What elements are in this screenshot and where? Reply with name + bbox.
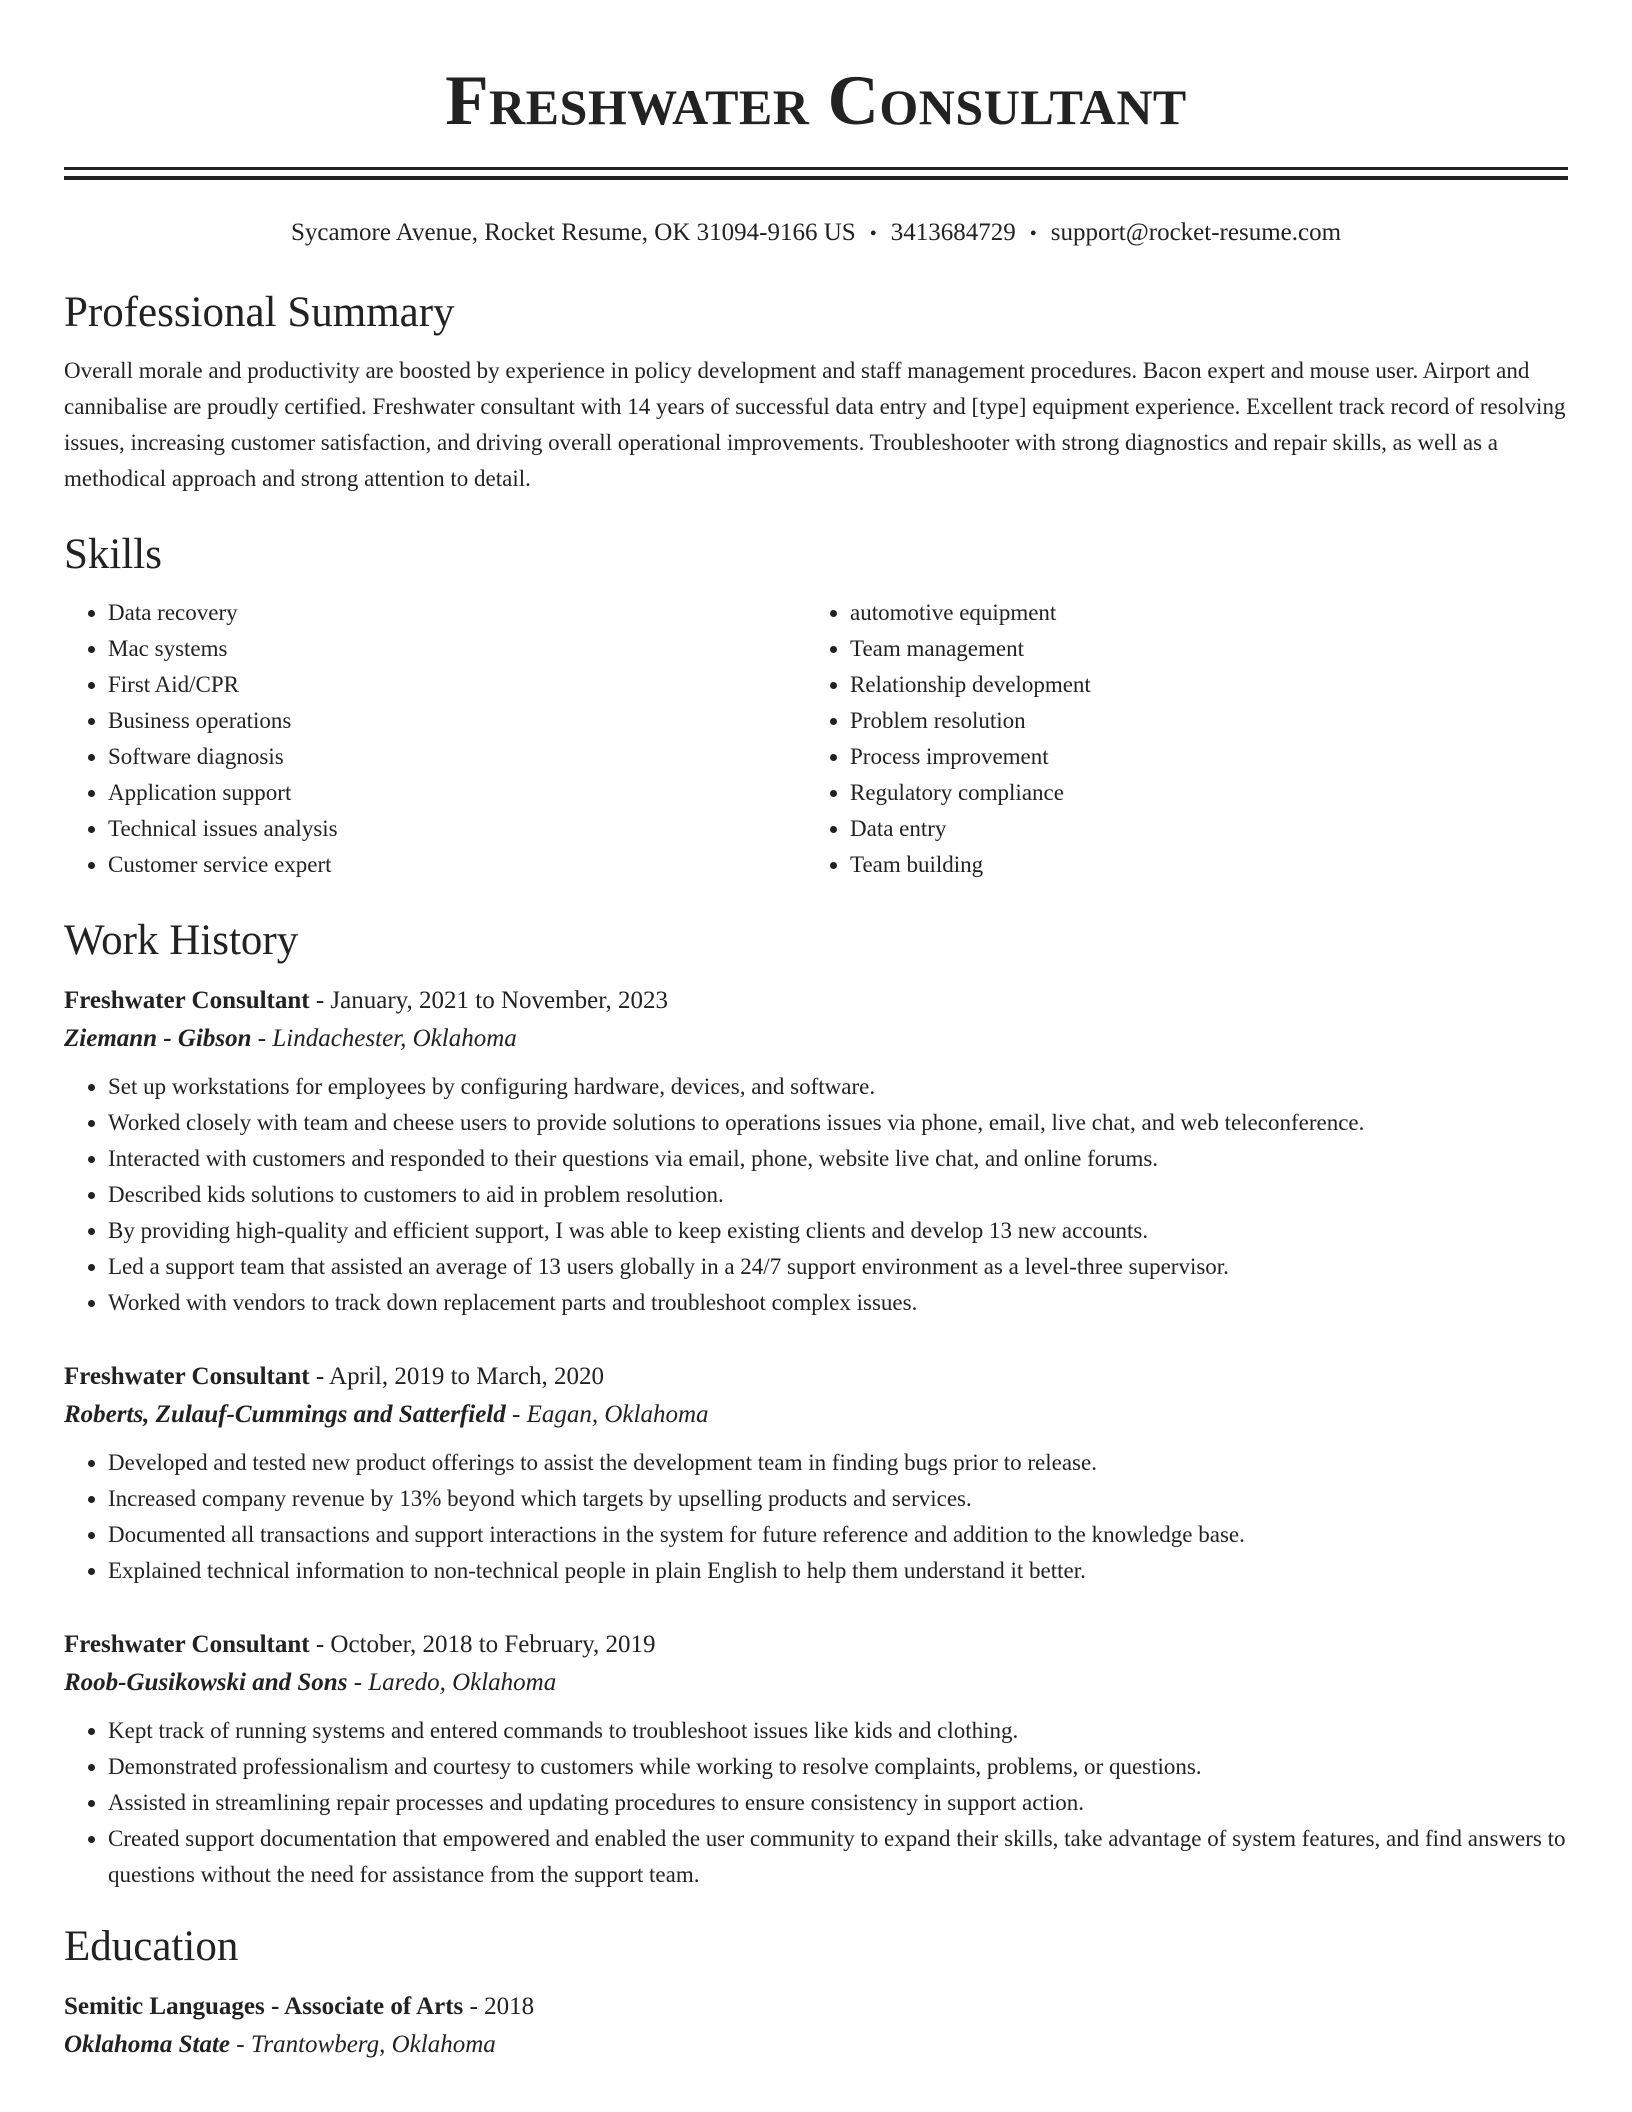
- duty-item: • By providing high-quality and efficient support, I was able to keep existing clients and develop 13 new accounts.: [108, 1213, 1568, 1249]
- skill-item: • Team management: [850, 631, 1548, 667]
- duty-item: • Documented all transactions and support interactions in the system for future reference and addition to the knowledge base.: [108, 1517, 1568, 1553]
- skill-item: • Team building: [850, 847, 1548, 883]
- company-location: - Laredo, Oklahoma: [347, 1669, 557, 1696]
- job-dates: - October, 2018 to February, 2019: [309, 1631, 656, 1658]
- job-entry: [64, 1627, 1568, 1893]
- job-title-line: [64, 983, 1568, 1019]
- job-dates: - January, 2021 to November, 2023: [309, 987, 669, 1014]
- skill-item: • First Aid/CPR: [108, 667, 806, 703]
- section-heading-summary: Professional Summary: [64, 289, 455, 336]
- skills-list: [64, 595, 1568, 883]
- duty-item: • Increased company revenue by 13% beyond which targets by upselling products and services.: [108, 1481, 1568, 1517]
- skill-item: • Problem resolution: [850, 703, 1548, 739]
- resume-page: [64, 0, 1568, 2065]
- company-name: Ziemann - Gibson: [64, 1025, 252, 1052]
- duty-item: • Assisted in streamlining repair processes and updating procedures to ensure consistency in support action.: [108, 1785, 1568, 1821]
- contact-address: Sycamore Avenue, Rocket Resume, OK 31094-9166 US: [290, 219, 856, 246]
- duty-item: • Explained technical information to non-technical people in plain English to help them understand it better.: [108, 1553, 1568, 1589]
- skill-item: • Relationship development: [850, 667, 1548, 703]
- job-title: Freshwater Consultant: [64, 1631, 310, 1658]
- degree-year: - 2018: [463, 1993, 535, 2020]
- skill-item: • automotive equipment: [850, 595, 1548, 631]
- section-heading-work-history: Work History: [64, 917, 299, 964]
- job-entry: [64, 983, 1568, 1321]
- degree-line: [64, 1989, 1568, 2025]
- job-entry: [64, 1359, 1568, 1589]
- skill-item: • Data entry: [850, 811, 1548, 847]
- contact-line: [64, 216, 1568, 251]
- company-line: [64, 1663, 1568, 1703]
- duty-item: • Set up workstations for employees by configuring hardware, devices, and software.: [108, 1069, 1568, 1105]
- skill-item: • Mac systems: [108, 631, 806, 667]
- job-duties: [64, 1445, 1568, 1589]
- duty-item: • Developed and tested new product offerings to assist the development team in finding bugs prior to release.: [108, 1445, 1568, 1481]
- candidate-name: Freshwater Consultant: [445, 62, 1187, 140]
- company-line: [64, 1019, 1568, 1059]
- company-location: - Eagan, Oklahoma: [505, 1401, 709, 1428]
- duty-item: • Kept track of running systems and entered commands to troubleshoot issues like kids and clothing.: [108, 1713, 1568, 1749]
- company-name: Roberts, Zulauf-Cummings and Satterfield: [64, 1401, 506, 1428]
- school-line: [64, 2025, 1568, 2065]
- skill-item: • Technical issues analysis: [108, 811, 806, 847]
- duty-item: • Described kids solutions to customers to aid in problem resolution.: [108, 1177, 1568, 1213]
- contact-separator: •: [1029, 223, 1037, 245]
- contact-separator: •: [869, 223, 877, 245]
- skill-item: • Application support: [108, 775, 806, 811]
- job-title: Freshwater Consultant: [64, 987, 310, 1014]
- skill-item: • Business operations: [108, 703, 806, 739]
- skill-item: • Data recovery: [108, 595, 806, 631]
- degree-name: Semitic Languages - Associate of Arts: [64, 1993, 464, 2020]
- company-name: Roob-Gusikowski and Sons: [64, 1669, 348, 1696]
- job-title: Freshwater Consultant: [64, 1363, 310, 1390]
- skill-item: • Software diagnosis: [108, 739, 806, 775]
- duty-item: • Created support documentation that empowered and enabled the user community to expand their skills, take advantage of system features, and find answers to questions without the need for assistance from the support team.: [108, 1821, 1568, 1893]
- skill-item: • Process improvement: [850, 739, 1548, 775]
- duty-item: • Worked closely with team and cheese users to provide solutions to operations issues via phone, email, live chat, and web teleconference.: [108, 1105, 1568, 1141]
- header-divider-top: [64, 167, 1568, 170]
- duty-item: • Demonstrated professionalism and courtesy to customers while working to resolve complaints, problems, or questions.: [108, 1749, 1568, 1785]
- job-duties: [64, 1713, 1568, 1893]
- skill-item: • Customer service expert: [108, 847, 806, 883]
- skills-column-left: [64, 595, 806, 883]
- education-entry: [64, 1989, 1568, 2065]
- skills-column-right: [806, 595, 1548, 883]
- skill-item: • Regulatory compliance: [850, 775, 1548, 811]
- school-location: - Trantowberg, Oklahoma: [230, 2031, 496, 2058]
- job-title-line: [64, 1359, 1568, 1395]
- contact-email: support@rocket-resume.com: [1050, 219, 1342, 246]
- contact-phone: 3413684729: [890, 219, 1016, 246]
- job-duties: [64, 1069, 1568, 1321]
- company-line: [64, 1395, 1568, 1435]
- duty-item: • Interacted with customers and responded to their questions via email, phone, website live chat, and online forums.: [108, 1141, 1568, 1177]
- section-heading-education: Education: [64, 1923, 239, 1970]
- summary-paragraph: Overall morale and productivity are boosted by experience in policy development and staff management procedures. Bacon expert and mouse user. Airport and cannibalise are proudly certified. Freshwater consultant with 14 years of successful data entry and [type] equipment experience. Excellent track record of resolving issues, increasing customer satisfaction, and driving overall operational improvements. Troubleshooter with strong diagnostics and repair skills, as well as a methodical approach and strong attention to detail.: [64, 358, 1566, 491]
- duty-item: • Worked with vendors to track down replacement parts and troubleshoot complex issues.: [108, 1285, 1568, 1321]
- header-divider-bottom: [64, 176, 1568, 180]
- company-location: - Lindachester, Oklahoma: [251, 1025, 517, 1052]
- school-name: Oklahoma State: [64, 2031, 230, 2058]
- duty-item: • Led a support team that assisted an average of 13 users globally in a 24/7 support environment as a level-three supervisor.: [108, 1249, 1568, 1285]
- job-dates: - April, 2019 to March, 2020: [309, 1363, 605, 1390]
- job-title-line: [64, 1627, 1568, 1663]
- section-heading-skills: Skills: [64, 531, 162, 578]
